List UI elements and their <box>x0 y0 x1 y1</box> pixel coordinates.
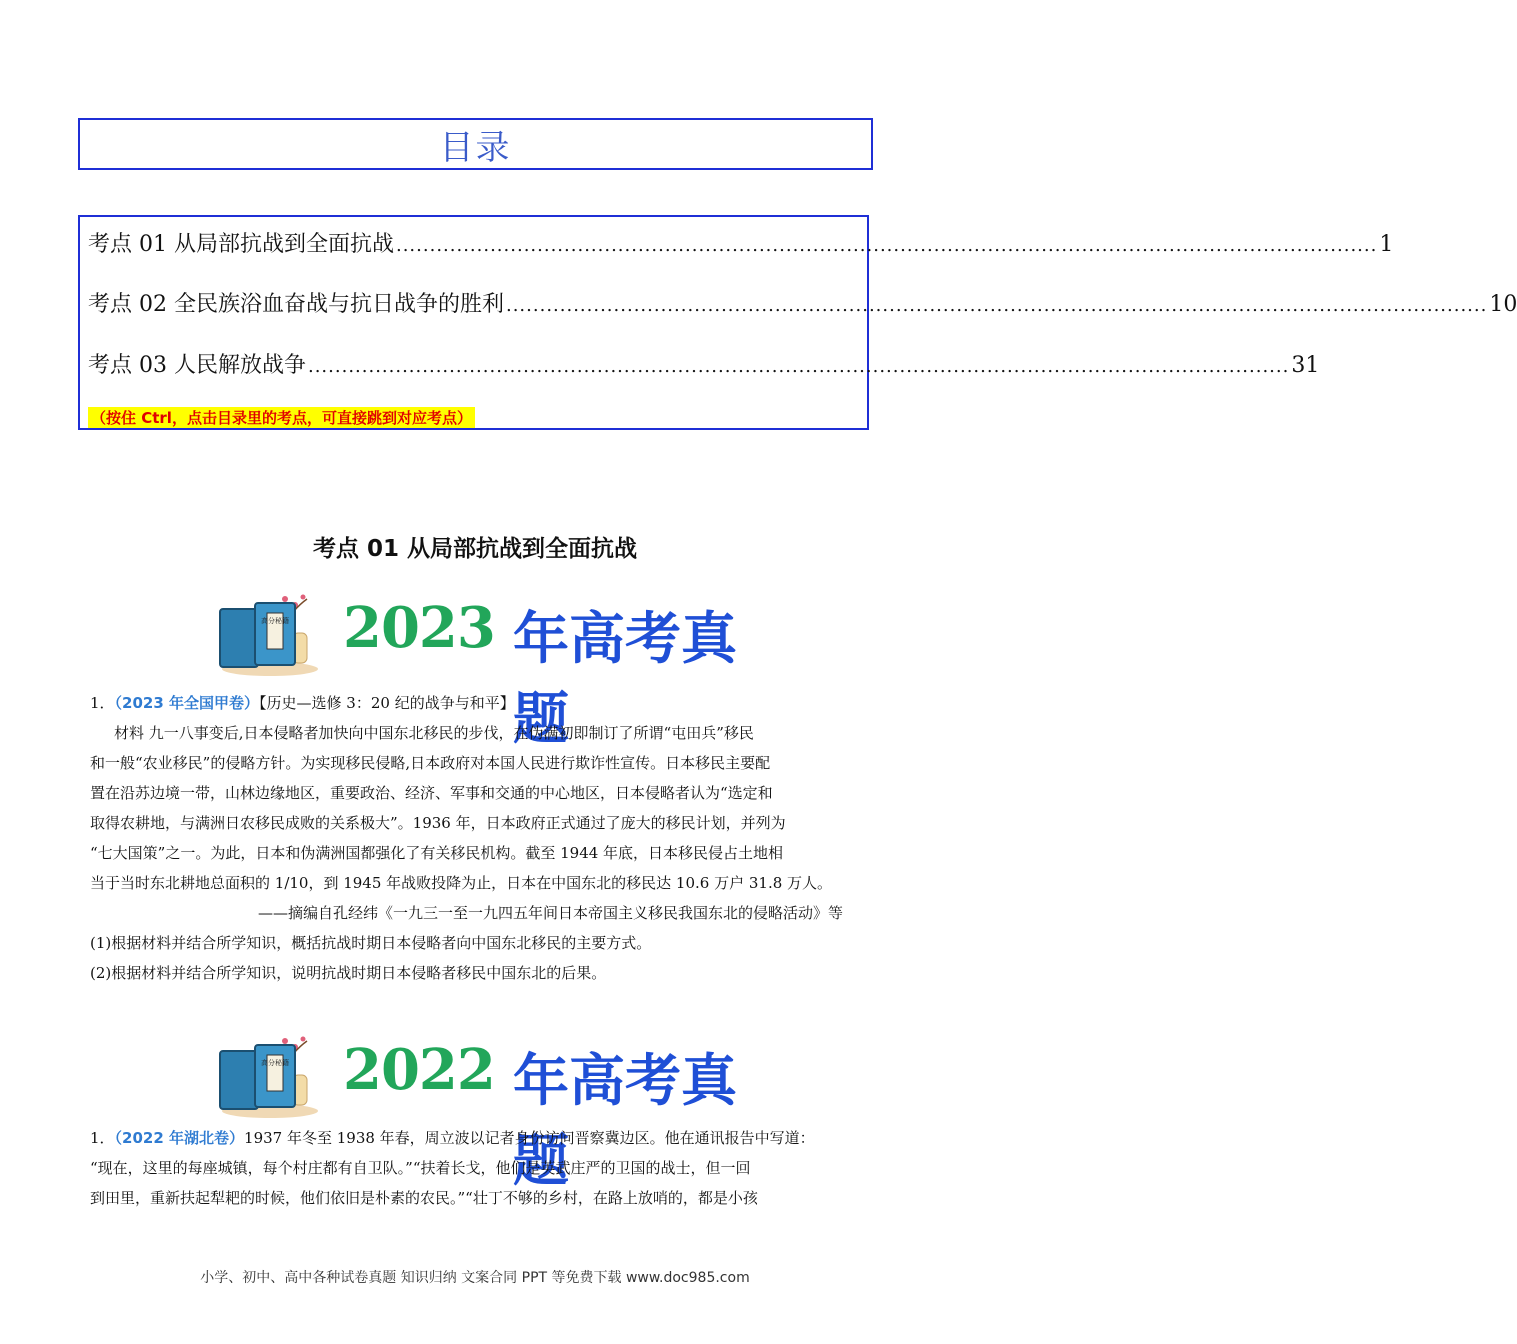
material-line: “七大国策”之一。为此，日本和伪满洲国都强化了有关移民机构。截至 1944 年底，日本移民侵占土地相 <box>90 844 784 862</box>
material-line: 取得农耕地，与满洲日农移民成败的关系极大”。1936 年，日本政府正式通过了庞大的移民计划，并列为 <box>90 814 786 832</box>
banner-title: 年高考真题 <box>513 607 737 752</box>
toc-leader-dots: .................................................................................................................................................. <box>505 295 1488 316</box>
sub-question-1: (1)根据材料并结合所学知识，概括抗战时期日本侵略者向中国东北移民的主要方式。 <box>90 934 652 952</box>
toc-box <box>78 215 1517 430</box>
question-source-tag: （2022 年湖北卷） <box>114 1129 245 1147</box>
question-source-tag: （2023 年全国甲卷） <box>114 694 260 712</box>
section-heading: 考点 01 从局部抗战到全面抗战 <box>312 536 638 562</box>
book-title-text: 高分秘籍 <box>261 617 289 625</box>
material-line: 当于当时东北耕地总面积的 1/10，到 1945 年战败投降为止，日本在中国东北的移民达 10.6 万户 31.8 万人。 <box>90 874 833 892</box>
toc-title-box <box>78 118 873 170</box>
question-line: 到田里，重新扶起犁耙的时候，他们依旧是朴素的农民。”“壮丁不够的乡村，在路上放哨的，都是小孩 <box>90 1189 758 1207</box>
toc-item-page: 1 <box>1379 232 1394 257</box>
toc-item-3[interactable] <box>88 348 1320 378</box>
books-illustration-icon <box>215 589 325 677</box>
question-header <box>90 691 515 715</box>
toc-title: 目录 <box>439 127 512 168</box>
toc-item-page: 10 <box>1489 292 1517 317</box>
question-header <box>90 1126 815 1150</box>
books-illustration-icon <box>215 1031 325 1119</box>
toc-leader-dots: .................................................................................................................................................. <box>307 356 1290 377</box>
question-number: 1． <box>90 1129 115 1147</box>
book-title-text: 高分秘籍 <box>261 1059 289 1067</box>
toc-item-1[interactable] <box>88 227 1394 257</box>
material-line: 置在沿苏边境一带，山林边缘地区，重要政治、经济、军事和交通的中心地区，日本侵略者认为“选定和 <box>90 784 773 802</box>
sub-question-2: (2)根据材料并结合所学知识，说明抗战时期日本侵略者移民中国东北的后果。 <box>90 964 607 982</box>
toc-item-page: 31 <box>1291 353 1320 378</box>
question-line: “现在，这里的每座城镇，每个村庄都有自卫队。”“扶着长戈，他们是英武庄严的卫国的战士，但一回 <box>90 1159 751 1177</box>
banner-year: 2022 <box>343 1037 495 1103</box>
page-footer: 小学、初中、高中各种试卷真题 知识归纳 文案合同 PPT 等免费下载 www.doc985.com <box>200 1270 750 1286</box>
toc-item-2[interactable] <box>88 287 1517 317</box>
material-source: ——摘编自孔经纬《一九三一至一九四五年间日本帝国主义移民我国东北的侵略活动》等 <box>258 904 844 922</box>
toc-item-label: 考点 01 从局部抗战到全面抗战 <box>88 232 394 257</box>
banner-year: 2023 <box>343 595 495 661</box>
toc-hint: （按住 Ctrl，点击目录里的考点，可直接跳到对应考点） <box>88 407 475 428</box>
banner-title: 年高考真题 <box>513 1049 737 1194</box>
toc-leader-dots: .................................................................................................................................................. <box>395 235 1378 256</box>
material-line: 和一般“农业移民”的侵略方针。为实现移民侵略,日本政府对本国人民进行欺诈性宣传。日本移民主要配 <box>90 754 771 772</box>
toc-item-label: 考点 02 全民族浴血奋战与抗日战争的胜利 <box>88 292 504 317</box>
question-number: 1． <box>90 694 115 712</box>
material-line: 材料 九一八事变后,日本侵略者加快向中国东北移民的步伐，在伪满初即制订了所谓“屯田兵”移民 <box>114 724 754 742</box>
question-text: 1937 年冬至 1938 年春，周立波以记者身份访问晋察冀边区。他在通讯报告中写道： <box>244 1129 815 1147</box>
toc-item-label: 考点 03 人民解放战争 <box>88 353 306 378</box>
question-topic: 【历史—选修 3：20 纪的战争与和平】 <box>259 694 515 712</box>
